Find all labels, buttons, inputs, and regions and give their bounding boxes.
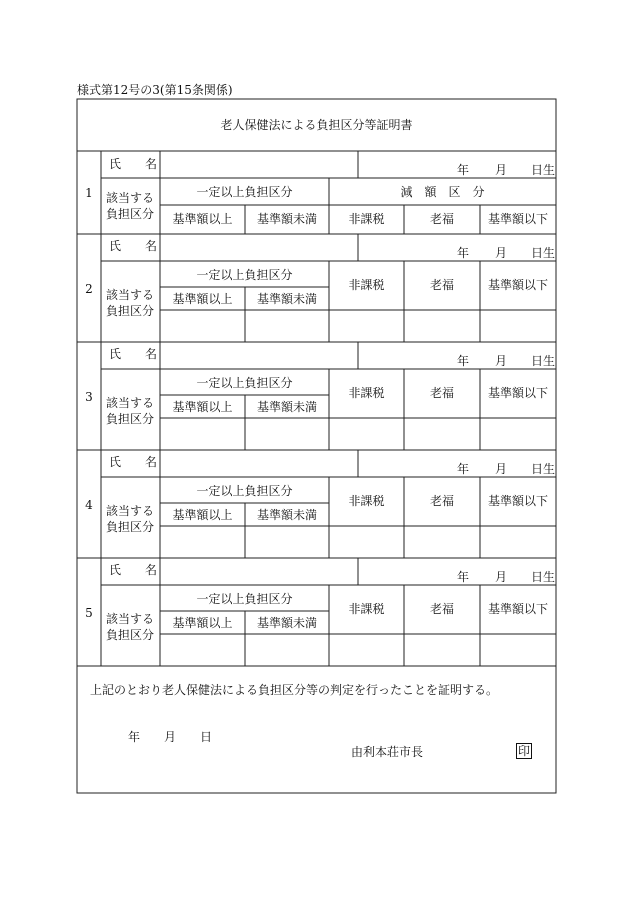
birth-day-label: 日生 (531, 462, 556, 476)
above-base-header: 基準額以上 (172, 508, 233, 522)
elderly-header: 老福 (429, 278, 454, 292)
birth-day-label: 日生 (531, 570, 556, 584)
row-number: 3 (85, 390, 93, 404)
applicable-label-2: 負担区分 (106, 412, 155, 426)
reduction-header: 減 額 区 分 (400, 185, 485, 199)
base-or-less-header: 基準額以下 (487, 494, 548, 508)
birth-year-label: 年 (457, 354, 470, 368)
birth-month-label: 月 (495, 570, 508, 584)
base-or-less-header: 基準額以下 (487, 212, 548, 226)
birth-year-label: 年 (457, 246, 470, 260)
birth-year-label: 年 (457, 570, 470, 584)
date-day-label: 日 (200, 730, 213, 744)
non-tax-header: 非課税 (348, 602, 385, 616)
below-base-header: 基準額未満 (256, 292, 317, 306)
form-label: 様式第12号の3(第15条関係) (77, 83, 233, 97)
base-or-less-header: 基準額以下 (487, 602, 548, 616)
fixed-over-header: 一定以上負担区分 (196, 592, 293, 606)
fixed-over-header: 一定以上負担区分 (196, 376, 293, 390)
birth-month-label: 月 (495, 246, 508, 260)
row-number: 5 (85, 606, 93, 620)
non-tax-header: 非課税 (348, 212, 385, 226)
name-label: 氏 名 (109, 563, 158, 577)
row-number: 4 (85, 498, 93, 512)
seal-mark: 印 (517, 744, 530, 758)
birth-year-label: 年 (457, 163, 470, 177)
base-or-less-header: 基準額以下 (487, 278, 548, 292)
name-label: 氏 名 (109, 347, 158, 361)
birth-day-label: 日生 (531, 246, 556, 260)
birth-month-label: 月 (495, 462, 508, 476)
name-label: 氏 名 (109, 239, 158, 253)
non-tax-header: 非課税 (348, 494, 385, 508)
row-number: 1 (85, 186, 93, 200)
page-title: 老人保健法による負担区分等証明書 (220, 118, 413, 132)
applicable-label-1: 該当する (106, 504, 155, 518)
below-base-header: 基準額未満 (256, 212, 317, 226)
birth-day-label: 日生 (531, 354, 556, 368)
applicable-label-2: 負担区分 (106, 628, 155, 642)
elderly-header: 老福 (429, 386, 454, 400)
applicable-label-2: 負担区分 (106, 207, 155, 221)
birth-year-label: 年 (457, 462, 470, 476)
row-number: 2 (85, 282, 93, 296)
above-base-header: 基準額以上 (172, 292, 233, 306)
mayor-title: 由利本荘市長 (351, 745, 424, 759)
above-base-header: 基準額以上 (172, 212, 233, 226)
birth-month-label: 月 (495, 354, 508, 368)
name-label: 氏 名 (109, 455, 158, 469)
elderly-header: 老福 (429, 602, 454, 616)
fixed-over-header: 一定以上負担区分 (196, 484, 293, 498)
applicable-label-1: 該当する (106, 191, 155, 205)
certification-statement: 上記のとおり老人保健法による負担区分等の判定を行ったことを証明する。 (90, 683, 499, 697)
below-base-header: 基準額未満 (256, 508, 317, 522)
applicable-label-1: 該当する (106, 396, 155, 410)
base-or-less-header: 基準額以下 (487, 386, 548, 400)
elderly-header: 老福 (429, 494, 454, 508)
applicable-label-2: 負担区分 (106, 520, 155, 534)
below-base-header: 基準額未満 (256, 400, 317, 414)
date-year-label: 年 (128, 730, 141, 744)
below-base-header: 基準額未満 (256, 616, 317, 630)
non-tax-header: 非課税 (348, 386, 385, 400)
elderly-header: 老福 (429, 212, 454, 226)
birth-month-label: 月 (495, 163, 508, 177)
applicable-label-1: 該当する (106, 612, 155, 626)
birth-day-label: 日生 (531, 163, 556, 177)
above-base-header: 基準額以上 (172, 616, 233, 630)
applicable-label-2: 負担区分 (106, 304, 155, 318)
fixed-over-header: 一定以上負担区分 (196, 268, 293, 282)
name-label: 氏 名 (109, 157, 158, 171)
above-base-header: 基準額以上 (172, 400, 233, 414)
date-month-label: 月 (164, 730, 177, 744)
fixed-over-header: 一定以上負担区分 (196, 185, 293, 199)
non-tax-header: 非課税 (348, 278, 385, 292)
applicable-label-1: 該当する (106, 288, 155, 302)
